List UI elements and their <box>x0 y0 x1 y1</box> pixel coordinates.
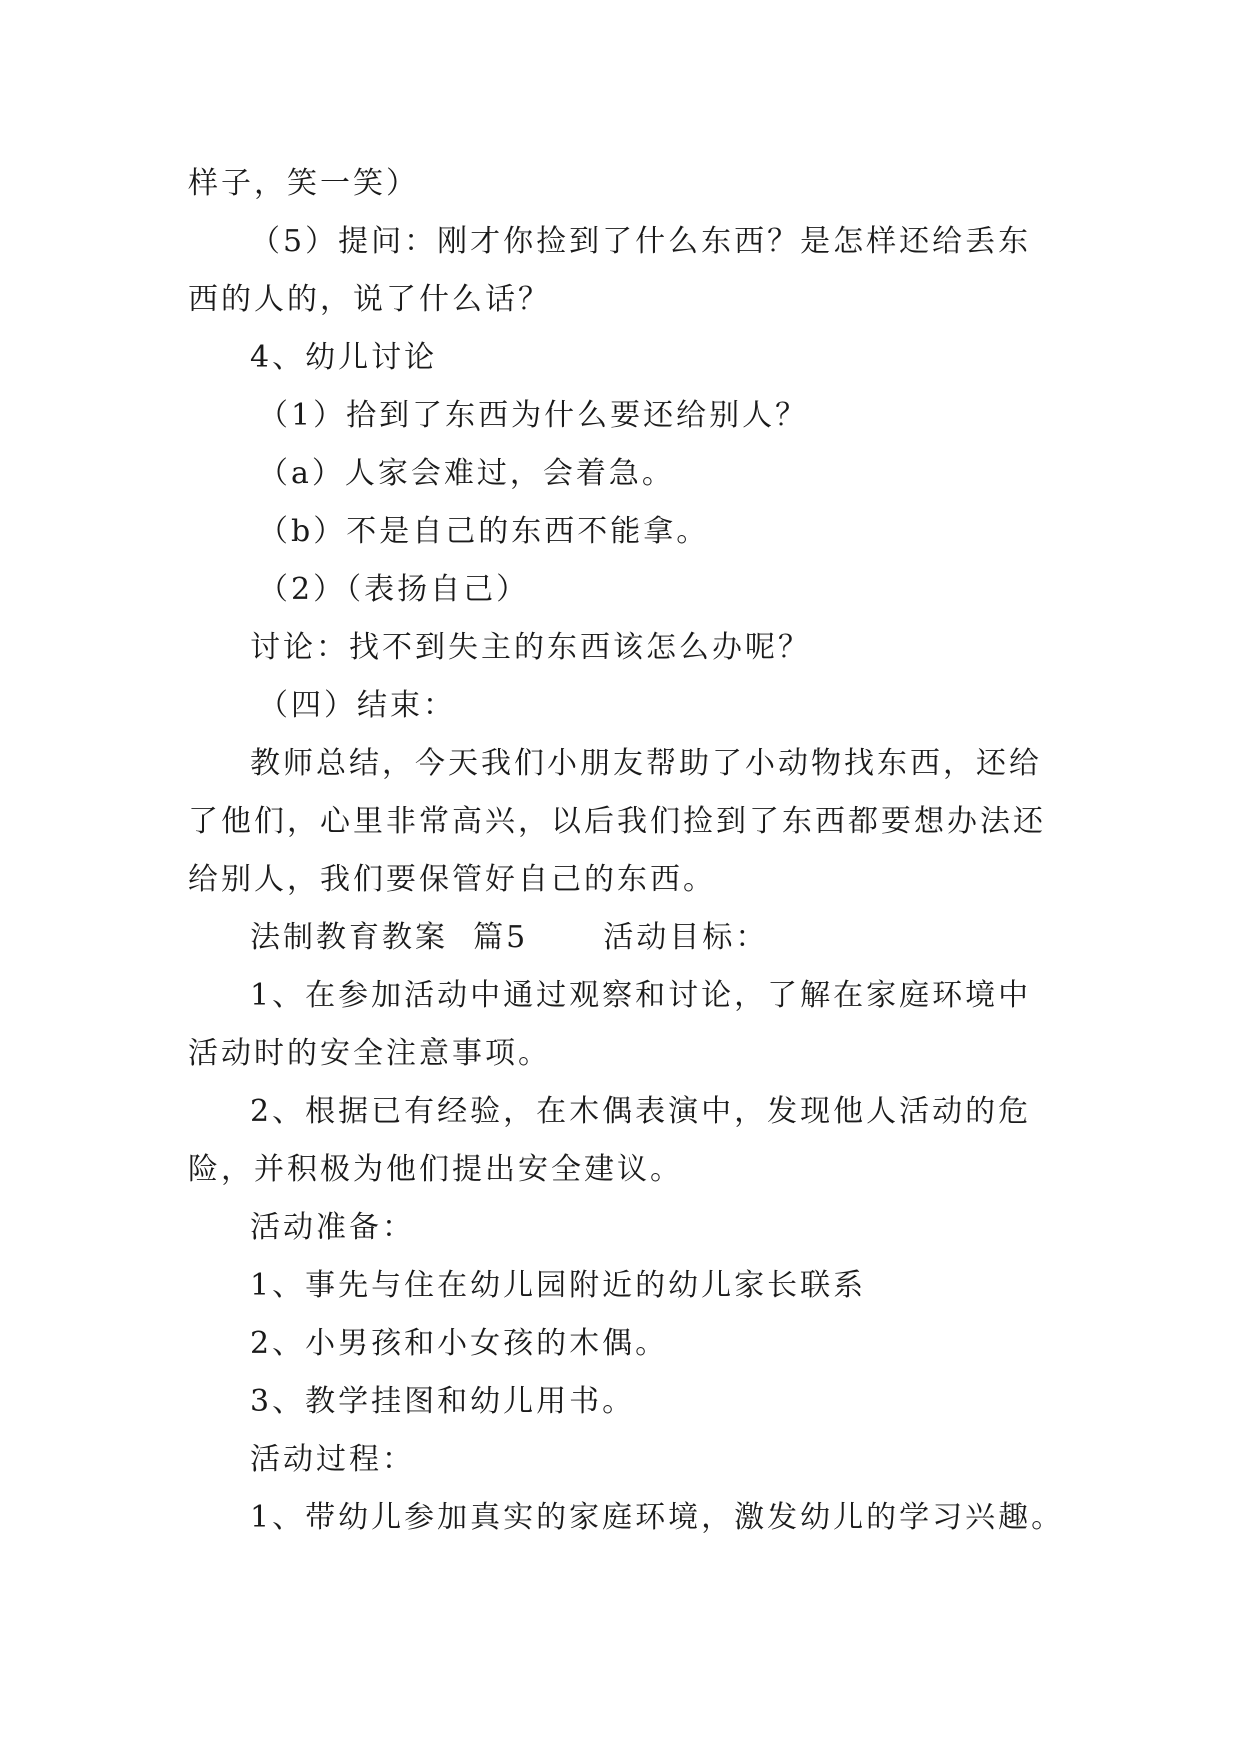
text-line: 险，并积极为他们提出安全建议。 <box>188 1152 683 1187</box>
text-line: 教师总结，今天我们小朋友帮助了小动物找东西，还给 <box>250 746 1042 781</box>
section-heading: 活动准备： <box>250 1210 415 1245</box>
text-line: （2）（表扬自己） <box>258 572 530 607</box>
section-heading: 活动过程： <box>250 1442 415 1477</box>
lesson-title: 法制教育教案 篇5 活动目标： <box>250 920 769 955</box>
text-line: 2、根据已有经验，在木偶表演中，发现他人活动的危 <box>250 1094 1032 1129</box>
text-line: 了他们，心里非常高兴，以后我们捡到了东西都要想办法还 <box>188 804 1046 839</box>
text-line: （b）不是自己的东西不能拿。 <box>258 514 710 549</box>
text-line: 活动时的安全注意事项。 <box>188 1036 551 1071</box>
text-line: 2、小男孩和小女孩的木偶。 <box>250 1326 669 1361</box>
section-heading: （四）结束： <box>258 688 456 723</box>
text-line: 1、事先与住在幼儿园附近的幼儿家长联系 <box>250 1268 867 1303</box>
text-line: 4、幼儿讨论 <box>250 340 438 375</box>
text-line: （a）人家会难过，会着急。 <box>258 456 675 491</box>
text-line: 3、教学挂图和幼儿用书。 <box>250 1384 636 1419</box>
text-line: （1）拾到了东西为什么要还给别人？ <box>258 398 809 433</box>
text-line: 西的人的，说了什么话？ <box>188 282 551 317</box>
document-page <box>188 155 1078 1547</box>
text-line: 给别人，我们要保管好自己的东西。 <box>188 862 716 897</box>
text-line: （5）提问：刚才你捡到了什么东西？是怎样还给丢东 <box>250 224 1032 259</box>
text-line: 样子，笑一笑） <box>188 166 419 201</box>
text-line: 1、带幼儿参加真实的家庭环境，激发幼儿的学习兴趣。 <box>250 1500 1065 1535</box>
text-line: 讨论：找不到失主的东西该怎么办呢？ <box>250 630 811 665</box>
text-line: 1、在参加活动中通过观察和讨论，了解在家庭环境中 <box>250 978 1032 1013</box>
